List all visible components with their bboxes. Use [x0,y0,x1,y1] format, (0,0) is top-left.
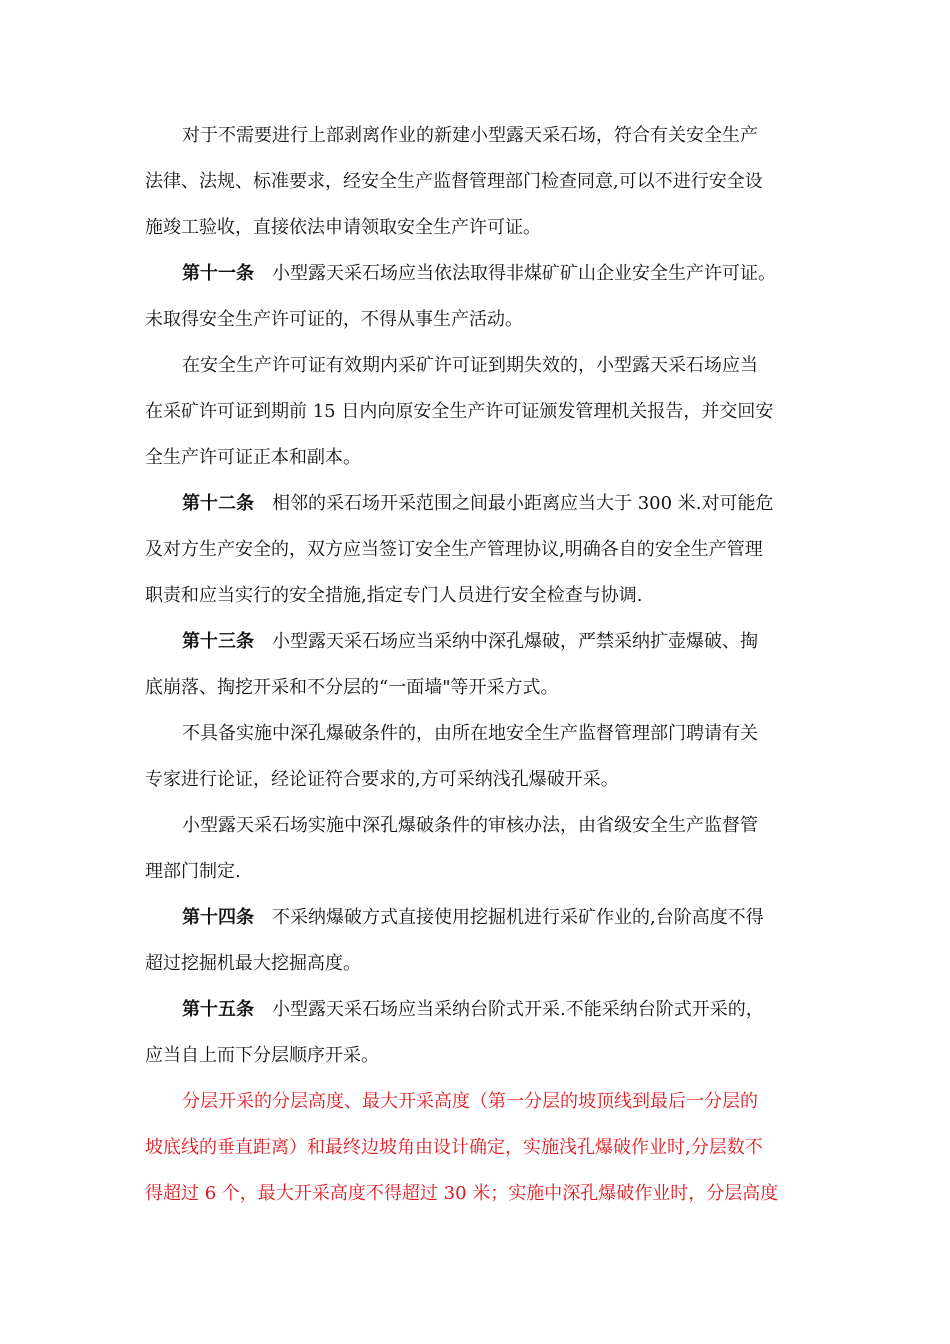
paragraph-line [145,486,810,522]
paragraph-line [145,624,810,660]
article-text: 相邻的采石场开采范围之间最小距离应当大于 300 米.对可能危 [272,493,774,514]
article-label: 第十五条 [182,999,254,1020]
article-text: 小型露天采石场应当采纳中深孔爆破，严禁采纳扩壶爆破、掏 [272,631,758,652]
highlighted-paragraph [145,1084,810,1212]
paragraph-line [145,992,810,1028]
document-body [145,118,810,1222]
paragraph-line: 底崩落、掏挖开采和不分层的“一面墙"等开采方式。 [145,677,559,698]
paragraph [145,716,810,798]
paragraph-line: 坡底线的垂直距离）和最终边坡角由设计确定，实施浅孔爆破作业时,分层数不 [145,1137,763,1158]
article-label: 第十四条 [182,907,254,928]
paragraph-line: 得超过 6 个，最大开采高度不得超过 30 米；实施中深孔爆破作业时，分层高度 [145,1183,779,1204]
article-11 [145,256,810,338]
article-12 [145,486,810,614]
article-text: 小型露天采石场应当依法取得非煤矿矿山企业安全生产许可证。 [272,263,776,284]
article-text: 小型露天采石场应当采纳台阶式开采.不能采纳台阶式开采的， [272,999,764,1020]
paragraph-line: 超过挖掘机最大挖掘高度。 [145,953,361,974]
article-14 [145,900,810,982]
paragraph [145,118,810,246]
article-15 [145,992,810,1074]
paragraph [145,348,810,476]
paragraph-line [145,900,810,936]
paragraph-line: 职责和应当实行的安全措施,指定专门人员进行安全检查与协调. [145,585,643,606]
paragraph-line: 及对方生产安全的，双方应当签订安全生产管理协议,明确各自的安全生产管理 [145,539,763,560]
paragraph-line: 小型露天采石场实施中深孔爆破条件的审核办法，由省级安全生产监督管 [182,815,758,836]
paragraph-line: 施竣工验收，直接依法申请领取安全生产许可证。 [145,217,541,238]
article-label: 第十二条 [182,493,254,514]
article-13 [145,624,810,706]
paragraph-line: 理部门制定. [145,861,241,882]
paragraph-line: 在安全生产许可证有效期内采矿许可证到期失效的，小型露天采石场应当 [182,355,758,376]
article-label: 第十三条 [182,631,254,652]
paragraph-line: 对于不需要进行上部剥离作业的新建小型露天采石场，符合有关安全生产 [182,125,758,146]
paragraph-line: 分层开采的分层高度、最大开采高度（第一分层的坡顶线到最后一分层的 [182,1091,758,1112]
paragraph-line: 在采矿许可证到期前 15 日内向原安全生产许可证颁发管理机关报告，并交回安 [145,401,774,422]
paragraph-line: 应当自上而下分层顺序开采。 [145,1045,379,1066]
paragraph-line: 未取得安全生产许可证的，不得从事生产活动。 [145,309,523,330]
paragraph [145,808,810,890]
article-label: 第十一条 [182,263,254,284]
paragraph-line: 法律、法规、标准要求，经安全生产监督管理部门检查同意,可以不进行安全设 [145,171,763,192]
article-text: 不采纳爆破方式直接使用挖掘机进行采矿作业的,台阶高度不得 [272,907,764,928]
paragraph-line [145,256,810,292]
paragraph-line: 专家进行论证，经论证符合要求的,方可采纳浅孔爆破开采。 [145,769,619,790]
paragraph-line: 全生产许可证正本和副本。 [145,447,361,468]
paragraph-line: 不具备实施中深孔爆破条件的，由所在地安全生产监督管理部门聘请有关 [182,723,758,744]
